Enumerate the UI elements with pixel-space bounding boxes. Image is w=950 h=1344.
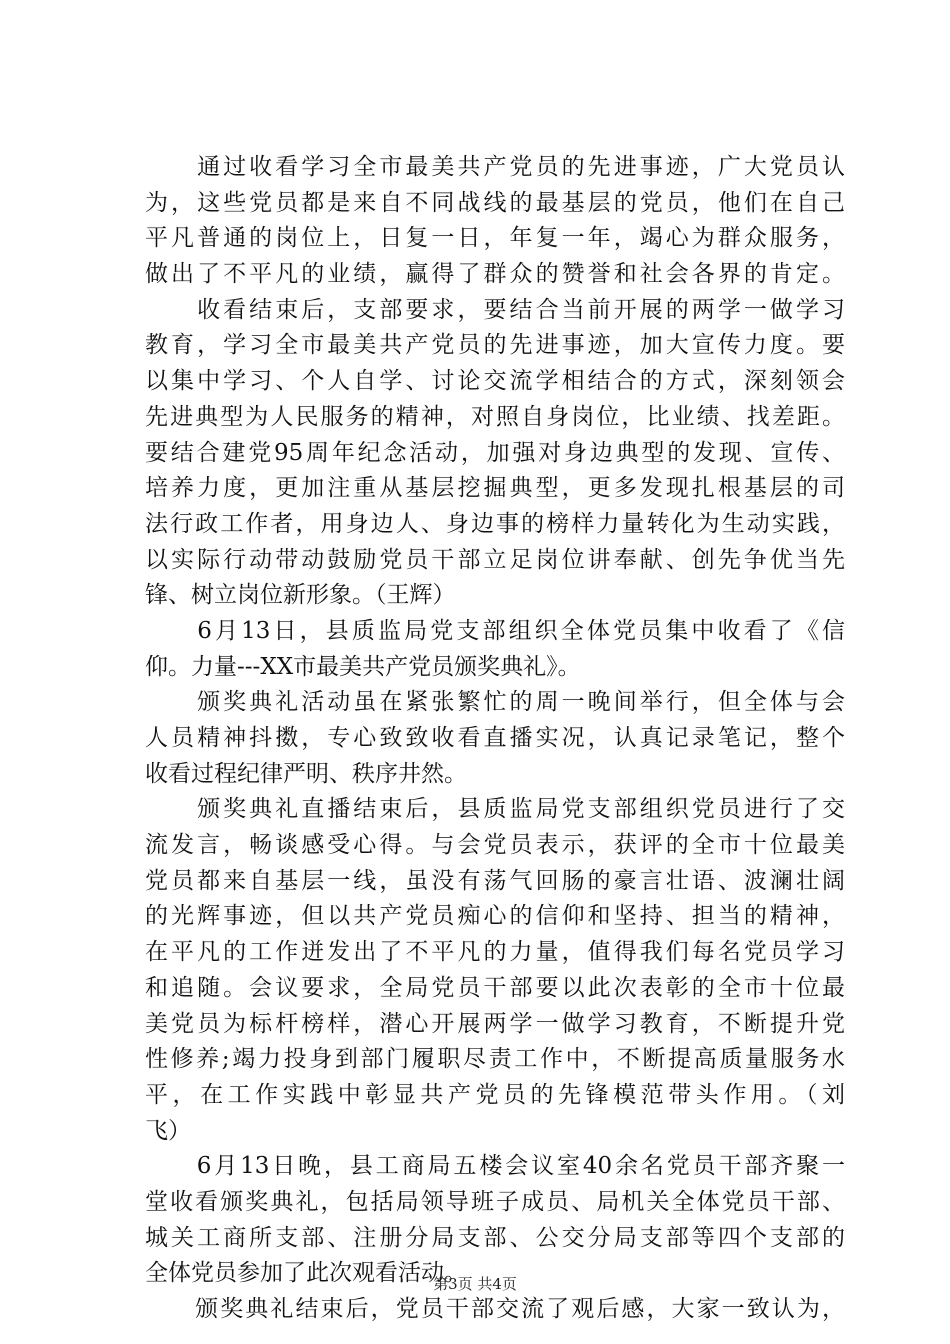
text-line: 通过收看学习全市最美共产党员的先进事迹，广大党员认 bbox=[145, 154, 845, 180]
text-line: 做出了不平凡的业绩，赢得了群众的赞誉和社会各界的肯定。 bbox=[145, 261, 845, 288]
text-line: 美党员为标杆榜样，潜心开展两学一做学习教育，不断提升党 bbox=[145, 1010, 845, 1037]
text-line: 飞） bbox=[145, 1117, 191, 1144]
document-body bbox=[145, 150, 845, 1328]
text-line: 全体党员参加了此次观看活动。 bbox=[145, 1260, 467, 1287]
text-line: 的光辉事迹，但以共产党员痴心的信仰和坚持、担当的精神， bbox=[145, 903, 845, 930]
text-line: 为，这些党员都是来自不同战线的最基层的党员，他们在自己 bbox=[145, 189, 845, 216]
text-line: 以集中学习、个人自学、讨论交流学相结合的方式，深刻领会 bbox=[145, 368, 845, 395]
text-line: 先进典型为人民服务的精神，对照自身岗位，比业绩、找差距。 bbox=[145, 403, 845, 430]
text-line: 6月13日晚，县工商局五楼会议室40余名党员干部齐聚一 bbox=[145, 1153, 845, 1180]
text-line: 教育，学习全市最美共产党员的先进事迹，加大宣传力度。要 bbox=[145, 332, 845, 359]
text-line: 培养力度，更加注重从基层挖掘典型，更多发现扎根基层的司 bbox=[145, 475, 845, 502]
text-line: 流发言，畅谈感受心得。与会党员表示，获评的全市十位最美 bbox=[145, 832, 845, 859]
text-line: 法行政工作者，用身边人、身边事的榜样力量转化为生动实践， bbox=[145, 510, 845, 537]
text-line: 党员都来自基层一线，虽没有荡气回肠的豪言壮语、波澜壮阔 bbox=[145, 867, 845, 894]
text-line: 在平凡的工作迸发出了不平凡的力量，值得我们每名党员学习 bbox=[145, 939, 845, 966]
text-line: 城关工商所支部、注册分局支部、公交分局支部等四个支部的 bbox=[145, 1224, 845, 1251]
text-line: 仰。力量---XX市最美共产党员颁奖典礼》。 bbox=[145, 653, 581, 680]
text-line: 和追随。会议要求，全局党员干部要以此次表彰的全市十位最 bbox=[145, 974, 845, 1001]
text-line: 收看过程纪律严明、秩序井然。 bbox=[145, 760, 467, 787]
text-line: 以实际行动带动鼓励党员干部立足岗位讲奉献、创先争优当先 bbox=[145, 546, 845, 573]
text-line: 平凡普通的岗位上，日复一日，年复一年，竭心为群众服务， bbox=[145, 225, 845, 252]
text-line: 性修养;竭力投身到部门履职尽责工作中，不断提高质量服务水 bbox=[145, 1046, 845, 1073]
text-line: 锋、树立岗位新形象。（王辉） bbox=[145, 582, 456, 609]
text-line: 平，在工作实践中彰显共产党员的先锋模范带头作用。（刘 bbox=[145, 1081, 845, 1108]
text-line: 颁奖典礼活动虽在紧张繁忙的周一晚间举行，但全体与会 bbox=[145, 689, 845, 716]
page-footer: 第3页 共4页 bbox=[433, 1275, 517, 1293]
text-line: 颁奖典礼直播结束后，县质监局党支部组织党员进行了交 bbox=[145, 796, 845, 823]
text-line: 堂收看颁奖典礼，包括局领导班子成员、局机关全体党员干部、 bbox=[145, 1188, 845, 1215]
text-line: 颁奖典礼结束后，党员干部交流了观后感，大家一致认为， bbox=[145, 1296, 845, 1322]
text-line: 人员精神抖擞，专心致致收看直播实况，认真记录笔记，整个 bbox=[145, 725, 845, 751]
text-line: 6月13日，县质监局党支部组织全体党员集中收看了《信 bbox=[145, 617, 845, 644]
text-line: 要结合建党95周年纪念活动，加强对身边典型的发现、宣传、 bbox=[145, 439, 845, 466]
text-line: 收看结束后，支部要求，要结合当前开展的两学一做学习 bbox=[145, 296, 845, 323]
